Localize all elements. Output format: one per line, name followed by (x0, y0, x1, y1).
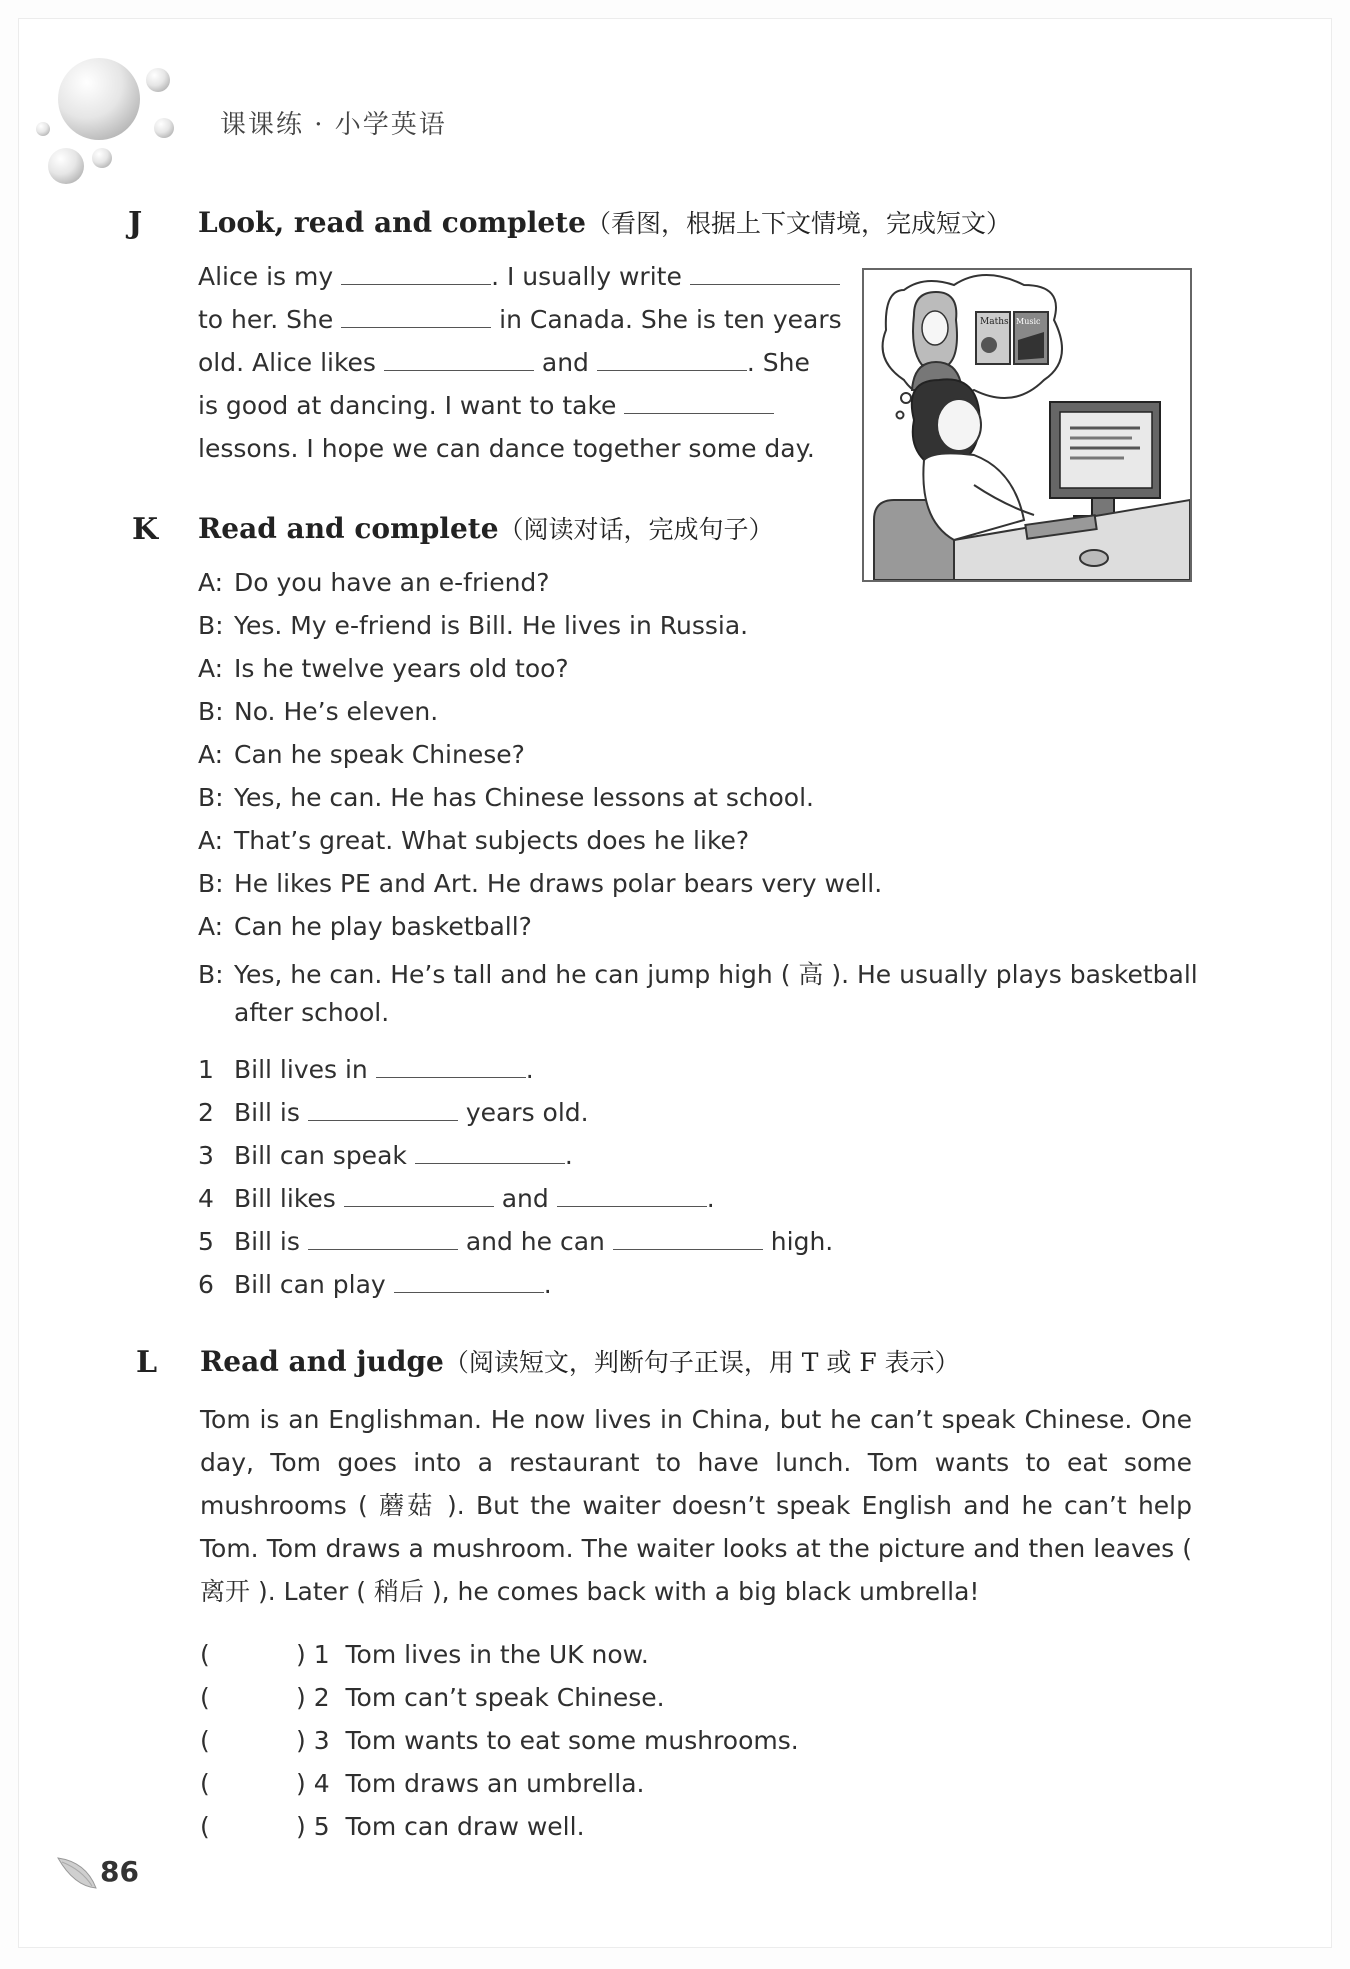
j-line-1b: . I usually write (491, 262, 682, 291)
k-answer-blank[interactable] (308, 1227, 458, 1250)
k-answer-blank[interactable] (415, 1141, 565, 1164)
judge-item: ( ) 1 Tom lives in the UK now. (200, 1640, 649, 1669)
page-number: 86 (100, 1855, 139, 1888)
k-answer-blank[interactable] (557, 1184, 707, 1207)
j-line-3c: . She (746, 348, 810, 377)
j-line-2a: to her. She (198, 305, 334, 334)
book-title: 课课练 · 小学英语 (220, 110, 447, 140)
section-l-title (200, 1343, 960, 1379)
k-answer-blank[interactable] (344, 1184, 494, 1207)
j-line-4a: is good at dancing. I want to take (198, 391, 617, 420)
k-answer-blank[interactable] (613, 1227, 763, 1250)
dialogue-line: B: Yes, he can. He’s tall and he can jump high ( 高 ). He usually plays basketball (198, 960, 1198, 989)
j-blank-5[interactable] (597, 348, 747, 371)
answer-paren[interactable]: ( (200, 1769, 210, 1798)
illustration-svg (864, 270, 1190, 580)
section-l-title-cn: （阅读短文，判断句子正误，用 T 或 F 表示） (443, 1348, 960, 1377)
reading-passage: Tom is an Englishman. He now lives in China, but he can’t speak Chinese. One day, Tom goes into a restaurant to have lunch. Tom wants to eat some mushrooms ( 蘑菇 ). But the waiter doesn’t speak English and he can’t help Tom. Tom draws a mushroom. The waiter looks at the picture and then leaves ( 离开 ). Later ( 稍后 ), he comes back with a big black umbrella! (200, 1405, 1192, 1606)
book-music-label: Music (1016, 317, 1041, 326)
j-line-4 (198, 391, 774, 420)
k-answer-blank[interactable] (308, 1098, 458, 1121)
section-k-title-cn: （阅读对话，完成句子） (498, 515, 774, 544)
j-blank-2[interactable] (690, 262, 840, 285)
judge-item: ( ) 5 Tom can draw well. (200, 1812, 585, 1841)
k-answer-blank[interactable] (394, 1270, 544, 1293)
question-4: 4 Bill likes and . (198, 1184, 715, 1213)
dialogue-line: A: Can he play basketball? (198, 912, 532, 941)
question-5: 5 Bill is and he can high. (198, 1227, 834, 1256)
section-k-title (198, 510, 774, 546)
dialogue-line: A: Can he speak Chinese? (198, 740, 525, 769)
dialogue-line: B: He likes PE and Art. He draws polar bears very well. (198, 869, 883, 898)
j-line-2b: in Canada. She is ten years (499, 305, 842, 334)
leaf-icon (56, 1852, 100, 1896)
section-k-title-en: Read and complete (198, 512, 499, 545)
judge-item: ( ) 3 Tom wants to eat some mushrooms. (200, 1726, 799, 1755)
section-j-letter: J (128, 206, 143, 241)
j-line-5: lessons. I hope we can dance together some day. (198, 434, 815, 463)
question-1: 1 Bill lives in . (198, 1055, 534, 1084)
answer-paren[interactable]: ( (200, 1683, 210, 1712)
section-l-title-en: Read and judge (200, 1345, 444, 1378)
j-line-3 (198, 348, 810, 377)
j-blank-4[interactable] (384, 348, 534, 371)
section-j-title-cn: （看图，根据上下文情境，完成短文） (585, 209, 1011, 238)
dialogue-line: A: Do you have an e-friend? (198, 568, 550, 597)
j-blank-1[interactable] (341, 262, 491, 285)
dialogue-line: A: Is he twelve years old too? (198, 654, 569, 683)
j-line-3a: old. Alice likes (198, 348, 376, 377)
illustration-girl-at-computer (862, 268, 1192, 582)
bubbles-decoration (36, 48, 186, 188)
j-line-1a: Alice is my (198, 262, 334, 291)
section-k-letter: K (132, 512, 159, 547)
dialogue-line: B: No. He’s eleven. (198, 697, 439, 726)
answer-paren[interactable]: ( (200, 1812, 210, 1841)
dialogue-line: after school. (234, 998, 390, 1027)
section-l-letter: L (136, 1345, 158, 1380)
j-line-2 (198, 305, 842, 334)
section-j-title-en: Look, read and complete (198, 206, 586, 239)
question-3: 3 Bill can speak . (198, 1141, 573, 1170)
book-maths-label: Maths (980, 317, 1009, 327)
k-answer-blank[interactable] (376, 1055, 526, 1078)
dialogue-line: B: Yes. My e-friend is Bill. He lives in Russia. (198, 611, 749, 640)
j-blank-6[interactable] (624, 391, 774, 414)
question-2: 2 Bill is years old. (198, 1098, 589, 1127)
j-blank-3[interactable] (341, 305, 491, 328)
judge-item: ( ) 2 Tom can’t speak Chinese. (200, 1683, 665, 1712)
j-line-1 (198, 262, 840, 291)
question-6: 6 Bill can play . (198, 1270, 552, 1299)
section-j-title (198, 204, 1011, 240)
answer-paren[interactable]: ( (200, 1640, 210, 1669)
dialogue-line: A: That’s great. What subjects does he like? (198, 826, 750, 855)
answer-paren[interactable]: ( (200, 1726, 210, 1755)
dialogue-line: B: Yes, he can. He has Chinese lessons at school. (198, 783, 814, 812)
j-line-3b: and (541, 348, 589, 377)
judge-item: ( ) 4 Tom draws an umbrella. (200, 1769, 645, 1798)
